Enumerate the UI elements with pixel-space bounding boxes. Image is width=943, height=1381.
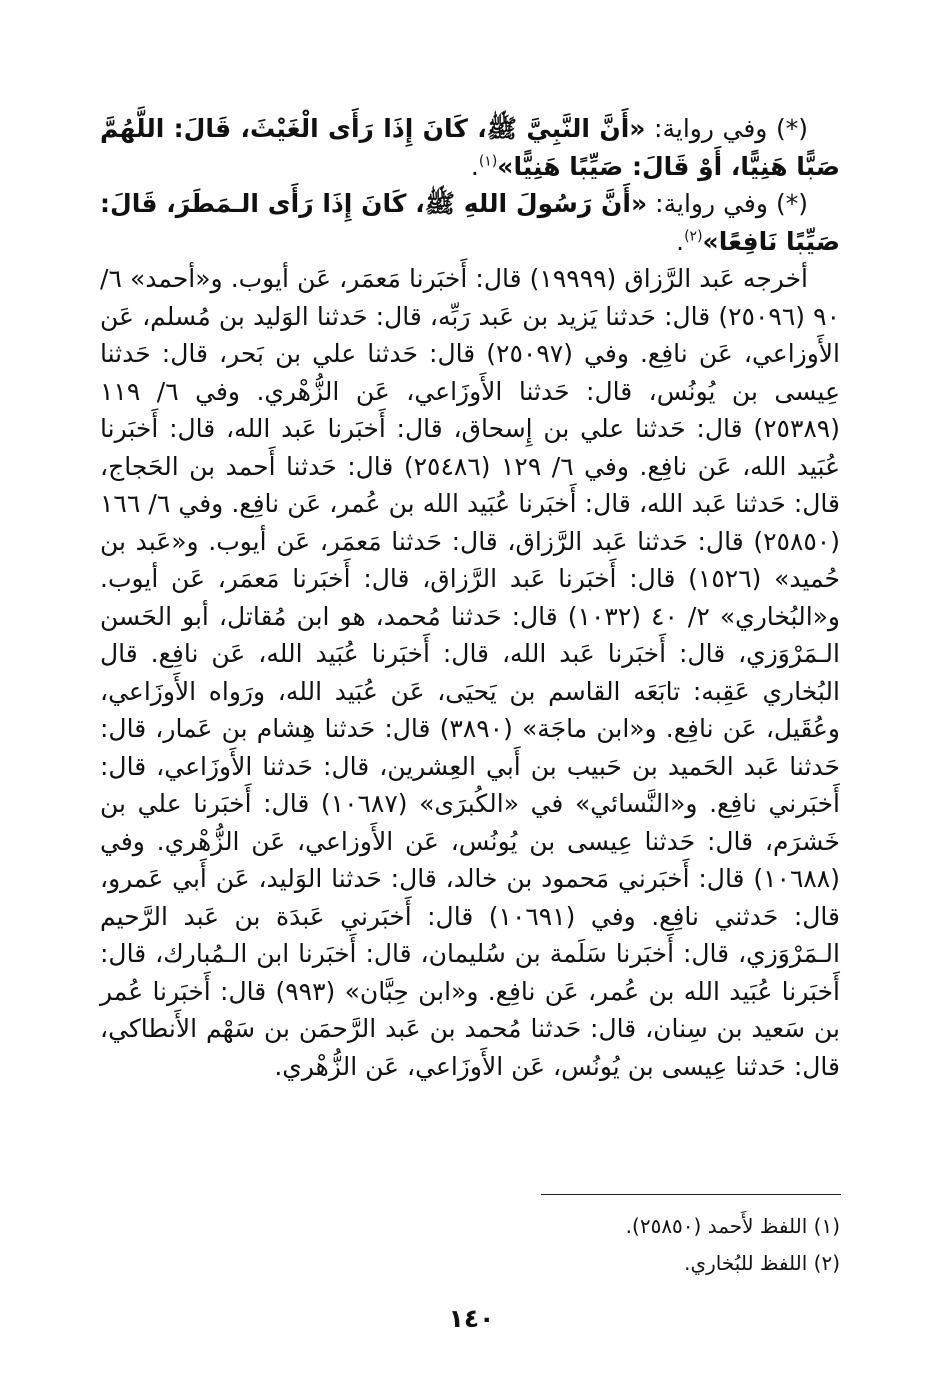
narration-1-lead: (*) وفي رواية: xyxy=(645,114,808,143)
narration-1-end: . xyxy=(470,151,479,181)
narration-paragraph-2 xyxy=(100,185,840,260)
narration-2-end: . xyxy=(676,226,685,256)
footnote-1: (١) اللفظ لأَحمد (٢٥٨٥٠). xyxy=(625,1214,840,1238)
takhrij-paragraph: أخرجه عَبد الرَّزاق (١٩٩٩٩) قال: أَخبَرنا مَعمَر، عَن أيوب. و«أحمد» ٦/ ٩٠ (٢٥٠٩٦) قال: حَدثنا يَزيد بن عَبد رَبِّه، قال: حَدثنا الوَليد بن مُسلم، عَن الأَوزاعي، عَن نافِع. وفي (٢٥٠٩٧) قال: حَدثنا علي بن بَحر، قال: حَدثنا عِيسى بن يُونُس، قال: حَدثنا الأَوزَاعي، عَن الزُّهْري. وفي ٦/ ١١٩ (٢٥٣٨٩) قال: حَدثنا علي بن إِسحاق، قال: أَخبَرنا عَبد الله، قال: أَخبَرنا عُبَيد الله، عَن نافِع. وفي ٦/ ١٢٩ (٢٥٤٨٦) قال: حَدثنا أَحمد بن الحَجاج، قال: حَدثنا عَبد الله، قال: أَخبَرنا عُبَيد الله بن عُمر، عَن نافِع. وفي ٦/ ١٦٦ (٢٥٨٥٠) قال: حَدثنا عَبد الرَّزاق، قال: حَدثنا مَعمَر، عَن أيوب. و«عَبد بن حُميد» (١٥٢٦) قال: أَخبَرنا عَبد الرَّزاق، قال: أَخبَرنا مَعمَر، عَن أيوب. و«البُخاري» ٢/ ٤٠ (١٠٣٢) قال: حَدثنا مُحمد، هو ابن مُقاتل، أبو الحَسن الـمَرْوَزي، قال: أَخبَرنا عَبد الله، قال: أَخبَرنا عُبَيد الله، عَن نافِع. قال البُخاري عَقِبه: تابَعَه القاسم بن يَحيَى، عَن عُبَيد الله، ورَواه الأَوزَاعي، وعُقَيل، عَن نافِع. و«ابن ماجَة» (٣٨٩٠) قال: حَدثنا هِشام بن عَمار، قال: حَدثنا عَبد الحَميد بن حَبيب بن أَبي العِشرين، قال: حَدثنا الأَوزَاعي، قال: أَخبَرني نافِع. و«النَّسائي» في «الكُبرَى» (١٠٦٨٧) قال: أَخبَرنا علي بن خَشرَم، قال: حَدثنا عِيسى بن يُونُس، عَن الأَوزاعي، عَن الزُّهْري. وفي (١٠٦٨٨) قال: أَخبَرني مَحمود بن خالد، قال: حَدثنا الوَليد، عَن أَبي عَمرو، قال: حَدثني نافِع. وفي (١٠٦٩١) قال: أَخبَرني عَبدَة بن عَبد الرَّحيم الـمَرْوَزي، قال: أَخبَرنا سَلَمة بن سُليمان، قال: أَخبَرنا ابن الـمُبارك، قال: أَخبَرنا عُبَيد الله بن عُمر، عَن نافِع. و«ابن حِبَّان» (٩٩٣) قال: أَخبَرنا عُمر بن سَعيد بن سِنان، قال: حَدثنا مُحمد بن عَبد الرَّحمَن بن سَهْم الأَنطاكي، قال: حَدثنا عِيسى بن يُونُس، عَن الأَوزَاعي، عَن الزُّهْري. xyxy=(100,264,841,1081)
footnote-separator xyxy=(541,1194,841,1195)
page-number: ١٤٠ xyxy=(448,1304,495,1333)
narration-1-quote: «أَنَّ النَّبِيَّ ﷺ، كَانَ إِذَا رَأَى الْغَيْثَ، قَالَ: اللَّهُمَّ صَبًّا هَنِيًّا، أَوْ قَالَ: صَيِّبًا هَنِيًّا» xyxy=(100,114,840,181)
footnote-ref-2: (٢) xyxy=(684,228,703,245)
main-text xyxy=(100,110,840,1085)
footnote-ref-1: (١) xyxy=(478,153,498,170)
footnote-2: (٢) اللفظ للبُخاري. xyxy=(684,1251,840,1275)
narration-paragraph-1 xyxy=(100,110,840,185)
narration-2-quote: «أَنَّ رَسُولَ اللهِ ﷺ، كَانَ إِذَا رَأَى الـمَطَرَ، قَالَ: صَيِّبًا نَافِعًا» xyxy=(100,189,840,256)
narration-2-lead: (*) وفي رواية: xyxy=(647,189,809,218)
footnotes xyxy=(100,1208,840,1282)
